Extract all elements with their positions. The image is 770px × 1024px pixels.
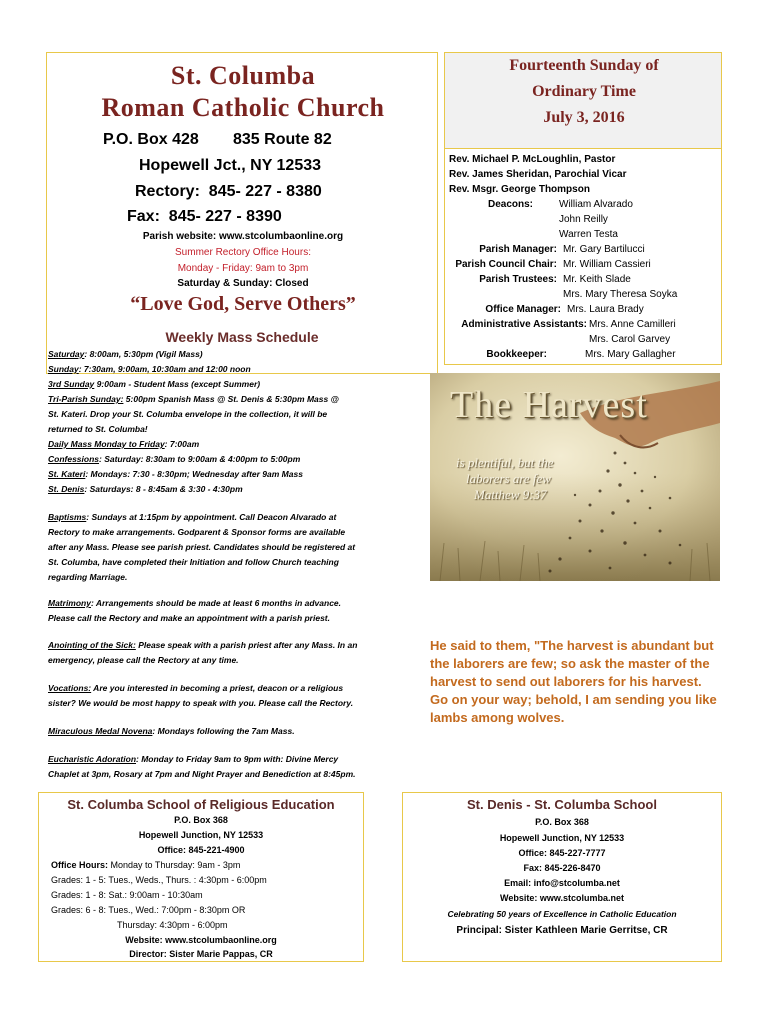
school-office: Office: 845-227-7777 xyxy=(518,848,606,858)
harvest-caption-2: laborers are few xyxy=(466,471,551,486)
ccd-office: Office: 845-221-4900 xyxy=(157,845,245,855)
mass-sunday xyxy=(48,362,418,377)
ccd-website[interactable]: Website: www.stcolumbaonline.org xyxy=(125,935,277,945)
mass-tri-parish xyxy=(48,392,418,407)
mass-daily-text: : 7:00am xyxy=(164,439,200,449)
bookkeeper-label: Bookkeeper: xyxy=(486,349,547,360)
kateri-label: St. Kateri xyxy=(48,469,86,479)
summer-hours: Monday - Friday: 9am to 3pm xyxy=(177,263,309,274)
bookkeeper: Mrs. Mary Gallagher xyxy=(585,349,676,360)
kateri-text: : Mondays: 7:30 - 8:30pm; Wednesday after 9am Mass xyxy=(85,469,303,479)
trustees-label: Parish Trustees: xyxy=(479,274,557,285)
mass-saturday-text: : 8:00am, 5:30pm (Vigil Mass) xyxy=(84,349,203,359)
weekend-closed: Saturday & Sunday: Closed xyxy=(177,278,309,289)
mass-tri-parish-3: returned to St. Columba! xyxy=(48,424,148,434)
school-fax: Fax: 845-226-8470 xyxy=(523,863,601,873)
admin-assistant-1: Mrs. Anne Camilleri xyxy=(589,319,676,330)
confessions-text: : Saturday: 8:30am to 9:00am & 4:00pm to 5:00pm xyxy=(99,454,301,464)
parish-manager: Mr. Gary Bartilucci xyxy=(563,244,645,255)
ccd-title: St. Columba School of Religious Education xyxy=(67,797,335,812)
church-name-line2: Roman Catholic Church xyxy=(101,93,385,122)
school-po: P.O. Box 368 xyxy=(535,817,589,827)
novena xyxy=(48,724,418,739)
mass-third-text: 9:00am - Student Mass (except Summer) xyxy=(94,379,261,389)
baptisms-5: regarding Marriage. xyxy=(48,572,128,582)
vicar: Rev. James Sheridan, Parochial Vicar xyxy=(449,169,627,180)
harvest-caption-1: is plentiful, but the xyxy=(456,455,554,470)
confessions-label: Confessions xyxy=(48,454,100,464)
anointing-text: Please speak with a parish priest after any Mass. In an xyxy=(135,640,358,650)
baptisms-label: Baptisms xyxy=(48,512,87,522)
mass-saturday-label: Saturday xyxy=(48,349,85,359)
harvest-image xyxy=(430,373,720,581)
confessions xyxy=(48,452,418,467)
denis-text: : Saturdays: 8 - 8:45am & 3:30 - 4:30pm xyxy=(84,484,243,494)
adoration-text: : Monday to Friday 9am to 9pm with: Divine Mercy xyxy=(136,754,339,764)
vocations xyxy=(48,681,418,696)
confessions-denis xyxy=(48,482,418,497)
ccd-hours xyxy=(51,860,240,870)
ccd-grades-2: Grades: 1 - 8: Sat.: 9:00am - 10:30am xyxy=(51,890,203,900)
liturgy-line1: Fourteenth Sunday of xyxy=(509,57,659,74)
school-website[interactable]: Website: www.stcolumba.net xyxy=(499,893,625,903)
ccd-director: Director: Sister Marie Pappas, CR xyxy=(129,949,273,959)
matrimony-text: : Arrangements should be made at least 6 months in advance. xyxy=(90,598,342,608)
city: Hopewell Jct., NY 12533 xyxy=(139,157,322,174)
council-chair: Mr. William Cassieri xyxy=(563,259,651,270)
office-manager: Mrs. Laura Brady xyxy=(567,304,644,315)
adoration-2: Chaplet at 3pm, Rosary at 7pm and Night Prayer and Benediction at 8:45pm. xyxy=(48,769,356,779)
baptisms-4: St. Columba, have completed their Initiation and follow Church teaching xyxy=(48,557,339,567)
motto: “Love God, Serve Others” xyxy=(130,293,356,315)
mass-schedule-title: Weekly Mass Schedule xyxy=(165,329,319,345)
ccd-grades-3: Grades: 6 - 8: Tues., Wed.: 7:00pm - 8:30pm OR xyxy=(51,905,246,915)
school-email[interactable]: Email: info@stcolumba.net xyxy=(504,878,620,888)
vocations-text: Are you interested in becoming a priest, deacon or a religious xyxy=(91,683,344,693)
school-title: St. Denis - St. Columba School xyxy=(467,797,657,812)
rectory-phone: Rectory: 845- 227 - 8380 xyxy=(135,183,322,200)
anointing-label: Anointing of the Sick: xyxy=(48,640,136,650)
deacons-label: Deacons: xyxy=(487,199,533,210)
mass-saturday xyxy=(48,347,418,362)
confessions-kateri xyxy=(48,467,418,482)
harvest-title: The Harvest xyxy=(450,384,648,426)
liturgy-date: July 3, 2016 xyxy=(543,109,625,126)
pastor: Rev. Michael P. McLoughlin, Pastor xyxy=(449,154,616,165)
novena-text: : Mondays following the 7am Mass. xyxy=(152,726,295,736)
denis-label: St. Denis xyxy=(48,484,85,494)
matrimony xyxy=(48,596,418,611)
vocations-2: sister? We would be most happy to speak with you. Please call the Rectory. xyxy=(48,698,354,708)
staff-directory xyxy=(444,149,722,365)
deacon-1: William Alvarado xyxy=(559,199,633,210)
anointing-2: emergency, please call the Rectory at any time. xyxy=(48,655,239,665)
baptisms-3: after any Mass. Please see parish priest. Candidates should be registered at xyxy=(48,542,356,552)
school-city: Hopewell Junction, NY 12533 xyxy=(499,833,625,843)
ccd-hours-text: Monday to Thursday: 9am - 3pm xyxy=(108,860,241,870)
po-box: P.O. Box 428 xyxy=(103,131,199,148)
harvest-caption-3: Matthew 9:37 xyxy=(474,487,547,502)
mass-daily-label: Daily Mass Monday to Friday xyxy=(48,439,165,449)
msgr: Rev. Msgr. George Thompson xyxy=(449,184,590,195)
admin-assistant-2: Mrs. Carol Garvey xyxy=(589,334,671,345)
mass-tri-parish-2: St. Kateri. Drop your St. Columba envelope in the collection, it will be xyxy=(48,409,328,419)
religious-education-box xyxy=(38,792,364,962)
matrimony-2: Please call the Rectory and make an appointment with a parish priest. xyxy=(48,613,331,623)
trustee-2: Mrs. Mary Theresa Soyka xyxy=(563,289,678,300)
anointing xyxy=(48,638,418,653)
admin-assistants-label: Administrative Assistants: xyxy=(461,319,587,330)
school-celebrating: Celebrating 50 years of Excellence in Catholic Education xyxy=(447,909,677,919)
baptisms xyxy=(48,510,418,525)
trustee-1: Mr. Keith Slade xyxy=(563,274,631,285)
parish-manager-label: Parish Manager: xyxy=(479,244,557,255)
ccd-hours-label: Office Hours: xyxy=(51,860,109,870)
vocations-label: Vocations: xyxy=(48,683,92,693)
parish-header xyxy=(46,52,438,374)
mass-third-sunday xyxy=(48,377,418,392)
adoration-label: Eucharistic Adoration xyxy=(48,754,137,764)
school-principal: Principal: Sister Kathleen Marie Gerritse, CR xyxy=(456,925,668,936)
liturgy-line2: Ordinary Time xyxy=(532,83,636,100)
summer-hours-label: Summer Rectory Office Hours: xyxy=(175,247,311,258)
ccd-grades-1: Grades: 1 - 5: Tues., Weds., Thurs. : 4:30pm - 6:00pm xyxy=(51,875,267,885)
school-box xyxy=(402,792,722,962)
harvest-quote: He said to them, "The harvest is abundant but the laborers are few; so ask the master of the harvest to send out laborers for his harvest. Go on your way; behold, I am sending you like lambs among wolves. xyxy=(430,638,717,725)
fax: Fax: 845- 227 - 8390 xyxy=(127,208,282,225)
ccd-city: Hopewell Junction, NY 12533 xyxy=(138,830,264,840)
mass-daily xyxy=(48,437,418,452)
mass-sunday-text: : 7:30am, 9:00am, 10:30am and 12:00 noon xyxy=(78,364,251,374)
parish-website[interactable]: Parish website: www.stcolumbaonline.org xyxy=(142,231,344,242)
ccd-grades-4: Thursday: 4:30pm - 6:00pm xyxy=(117,920,228,930)
church-name-line1: St. Columba xyxy=(170,61,316,90)
office-manager-label: Office Manager: xyxy=(485,304,561,315)
mass-tri-text: 5:00pm Spanish Mass @ St. Denis & 5:30pm Mass @ xyxy=(123,394,339,404)
route: 835 Route 82 xyxy=(233,131,332,148)
liturgical-date-box xyxy=(444,52,722,149)
deacon-3: Warren Testa xyxy=(559,229,618,240)
mass-sunday-label: Sunday xyxy=(48,364,79,374)
baptisms-2: Rectory to make arrangements. Godparent & Sponsor forms are available xyxy=(48,527,346,537)
adoration xyxy=(48,752,418,767)
mass-third-label: 3rd Sunday xyxy=(48,379,95,389)
council-chair-label: Parish Council Chair: xyxy=(455,259,557,270)
novena-label: Miraculous Medal Novena xyxy=(48,726,153,736)
matrimony-label: Matrimony xyxy=(48,598,91,608)
ccd-po: P.O. Box 368 xyxy=(174,815,228,825)
deacon-2: John Reilly xyxy=(559,214,608,225)
baptisms-text: : Sundays at 1:15pm by appointment. Call Deacon Alvarado at xyxy=(86,512,337,522)
mass-tri-label: Tri-Parish Sunday: xyxy=(48,394,124,404)
